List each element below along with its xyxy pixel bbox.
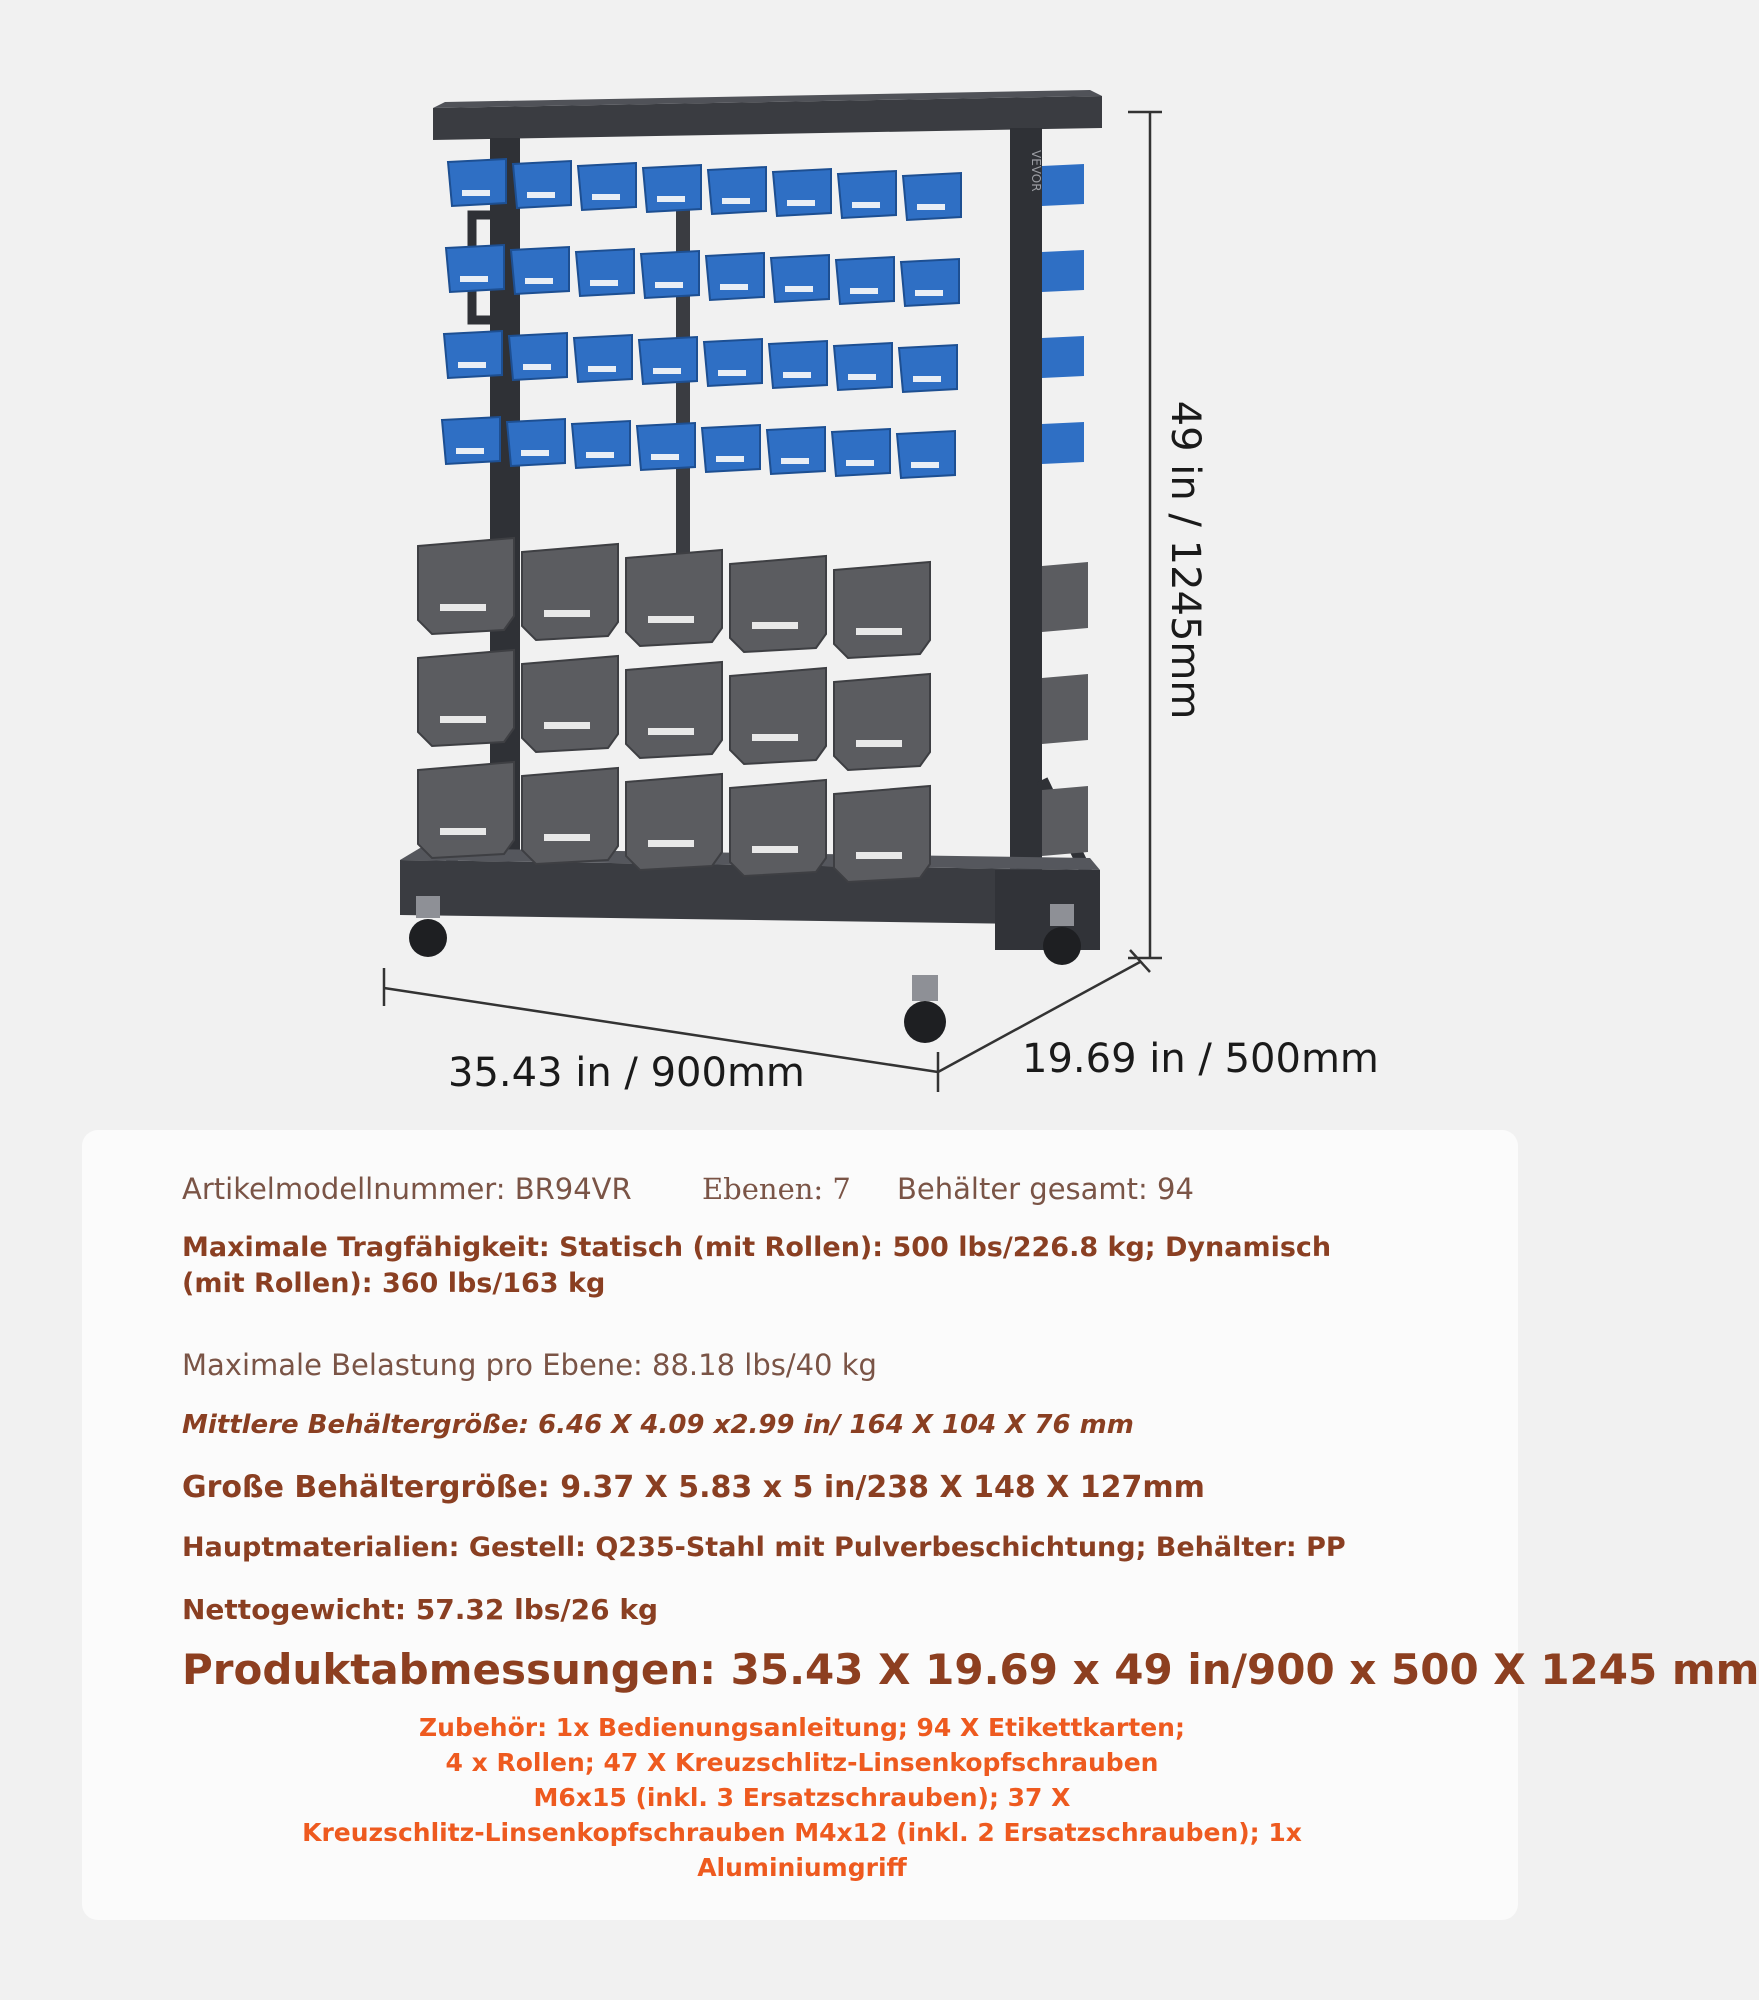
bin-label-card (592, 194, 620, 200)
small-bin (706, 253, 764, 300)
max-capacity: Maximale Tragfähigkeit: Statisch (mit Rollen): 500 lbs/226.8 kg; Dynamisch (mit Rollen): 360 lbs/163 kg (182, 1232, 1332, 1299)
small-bin (1042, 164, 1084, 206)
small-bin (704, 339, 762, 386)
per-level-load: Maximale Belastung pro Ebene: 88.18 lbs/40 kg (182, 1348, 877, 1382)
specification-card (82, 1130, 1759, 1920)
bin-label-card (915, 290, 943, 296)
width-dimension-label: 35.43 in / 900mm (448, 1050, 805, 1096)
small-bin (444, 331, 502, 378)
small-bin (513, 161, 571, 208)
bin-label-card (588, 366, 616, 372)
small-bin (708, 167, 766, 214)
bin-label-card (752, 846, 798, 853)
bin-label-card (544, 722, 590, 729)
large-bin (1042, 786, 1088, 856)
bin-label-card (648, 728, 694, 735)
bin-label-card (718, 370, 746, 376)
large-bin (730, 556, 826, 652)
small-bin (572, 421, 630, 468)
bin-label-card (856, 740, 902, 747)
bin-label-card (852, 202, 880, 208)
small-bins (442, 159, 1084, 478)
small-bin (702, 425, 760, 472)
bin-label-card (856, 852, 902, 859)
small-bin (832, 429, 890, 476)
accessories-line: M6x15 (inkl. 3 Ersatzschrauben); 37 X (533, 1783, 1071, 1812)
small-bin (637, 423, 695, 470)
small-bin (509, 333, 567, 380)
bin-label-card (653, 368, 681, 374)
bin-label-card (657, 196, 685, 202)
bin-label-card (655, 282, 683, 288)
height-dimension-label: 49 in / 1245mm (1162, 400, 1208, 720)
large-bin (418, 762, 514, 858)
small-bin (899, 345, 957, 392)
large-bin (834, 674, 930, 770)
bin-label-card (648, 616, 694, 623)
bin-label-card (783, 372, 811, 378)
small-bin (767, 427, 825, 474)
bin-label-card (586, 452, 614, 458)
small-bin (578, 163, 636, 210)
bin-label-card (911, 462, 939, 468)
bin-label-card (781, 458, 809, 464)
bin-label-card (544, 834, 590, 841)
bin-label-card (525, 278, 553, 284)
bin-label-card (913, 376, 941, 382)
small-bin (639, 337, 697, 384)
bin-label-card (440, 604, 486, 611)
small-bin (442, 417, 500, 464)
small-bin (773, 169, 831, 216)
small-bin (838, 171, 896, 218)
small-bin (511, 247, 569, 294)
small-bin (903, 173, 961, 220)
small-bin (769, 341, 827, 388)
levels-count: Ebenen: 7 (702, 1172, 851, 1206)
bin-label-card (460, 276, 488, 282)
bin-label-card (917, 204, 945, 210)
large-bin (1042, 674, 1088, 744)
brand-mark: VEVOR (1029, 150, 1043, 192)
medium-bin-size: Mittlere Behältergröße: 6.46 X 4.09 x2.99 in/ 164 X 104 X 76 mm (182, 1410, 1134, 1440)
bin-label-card (440, 716, 486, 723)
bin-label-card (787, 200, 815, 206)
accessories-line: Kreuzschlitz-Linsenkopfschrauben M4x12 (inkl. 2 Ersatzschrauben); 1x Aluminiumgriff (302, 1818, 1302, 1882)
large-bin (626, 774, 722, 870)
model-number: Artikelmodellnummer: BR94VR (182, 1172, 632, 1206)
small-bin (507, 419, 565, 466)
large-bin (626, 662, 722, 758)
small-bin (771, 255, 829, 302)
bin-label-card (850, 288, 878, 294)
small-bin (448, 159, 506, 206)
large-bin (730, 780, 826, 876)
bin-label-card (752, 734, 798, 741)
large-bin-size: Große Behältergröße: 9.37 X 5.83 x 5 in/238 X 148 X 127mm (182, 1470, 1205, 1505)
main-materials: Hauptmaterialien: Gestell: Q235-Stahl mit Pulverbeschichtung; Behälter: PP (182, 1532, 1346, 1563)
small-bin (576, 249, 634, 296)
bin-label-card (785, 286, 813, 292)
small-bin (836, 257, 894, 304)
accessories-line: 4 x Rollen; 47 X Kreuzschlitz-Linsenkopfschrauben (445, 1748, 1159, 1777)
bin-label-card (651, 454, 679, 460)
bin-label-card (590, 280, 618, 286)
bin-label-card (440, 828, 486, 835)
large-bin (522, 768, 618, 864)
large-bin (834, 562, 930, 658)
large-bin (418, 538, 514, 634)
large-bin (626, 550, 722, 646)
large-bin (730, 668, 826, 764)
bin-label-card (544, 610, 590, 617)
bin-label-card (527, 192, 555, 198)
bin-label-card (648, 840, 694, 847)
large-bin (418, 650, 514, 746)
bin-label-card (752, 622, 798, 629)
small-bin (1042, 250, 1084, 292)
bin-label-card (462, 190, 490, 196)
spec-summary-line (182, 1172, 1194, 1206)
large-bin (522, 656, 618, 752)
depth-dimension-label: 19.69 in / 500mm (1022, 1036, 1379, 1082)
bin-label-card (846, 460, 874, 466)
bin-label-card (456, 448, 484, 454)
bin-label-card (523, 364, 551, 370)
small-bin (1042, 422, 1084, 464)
bin-label-card (856, 628, 902, 635)
product-dimensions: Produktabmessungen: 35.43 X 19.69 x 49 in/900 x 500 X 1245 mm (182, 1645, 1759, 1694)
large-bin (1042, 562, 1088, 632)
bin-label-card (458, 362, 486, 368)
small-bin (1042, 336, 1084, 378)
accessories-line: Zubehör: 1x Bedienungsanleitung; 94 X Etikettkarten; (419, 1713, 1185, 1742)
bin-label-card (848, 374, 876, 380)
small-bin (643, 165, 701, 212)
large-bin (834, 786, 930, 882)
small-bin (574, 335, 632, 382)
small-bin (834, 343, 892, 390)
bin-label-card (720, 284, 748, 290)
bin-label-card (521, 450, 549, 456)
bin-label-card (716, 456, 744, 462)
bins-total: Behälter gesamt: 94 (897, 1172, 1194, 1206)
small-bin (641, 251, 699, 298)
small-bin (446, 245, 504, 292)
bin-label-card (722, 198, 750, 204)
accessories (202, 1710, 1402, 1885)
net-weight: Nettogewicht: 57.32 lbs/26 kg (182, 1593, 659, 1626)
small-bin (897, 431, 955, 478)
large-bin (522, 544, 618, 640)
small-bin (901, 259, 959, 306)
